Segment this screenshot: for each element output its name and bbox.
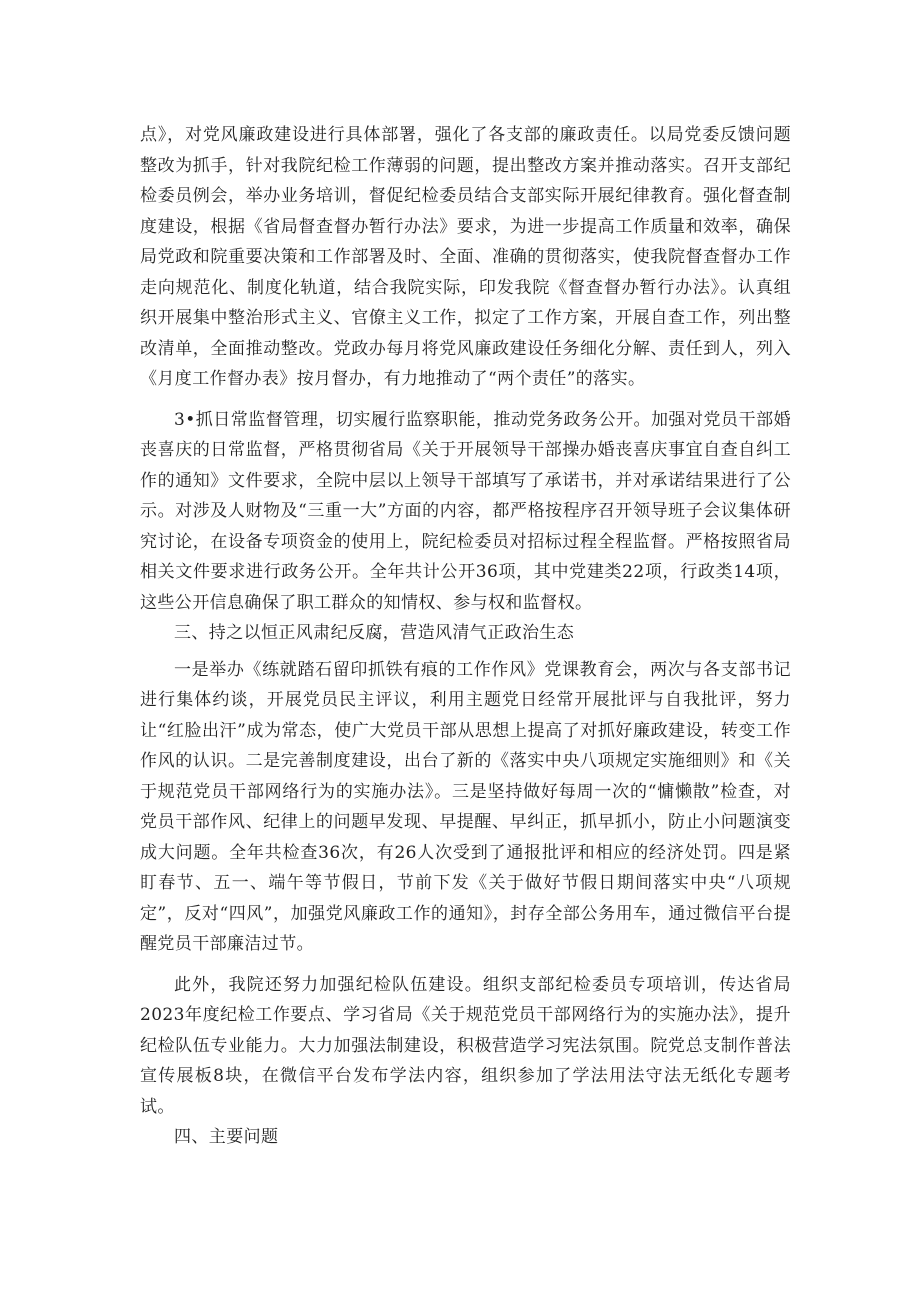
paragraph-daily-supervision: 3•抓日常监督管理，切实履行监察职能，推动党务政务公开。加强对党员干部婚丧喜庆的日常监督，严格贯彻省局《关于开展领导干部操办婚丧喜庆事宜自查自纠工作的通知》文件要求，全院中层以上领导干部填写了承诺书，并对承诺结果进行了公示。对涉及人财物及“三重一大”方面的内容，都严格按程序召开领导班子会议集体研究讨论，在设备专项资金的使用上，院纪检委员对招标过程全程监督。严格按照省局相关文件要求进行政务公开。全年共计公开36项，其中党建类22项，行政类14项，这些公开信息确保了职工群众的知情权、参与权和监督权。 — [140, 409, 791, 613]
document-body — [140, 120, 791, 1153]
paragraph-oversight-system: 点》，对党风廉政建设进行具体部署，强化了各支部的廉政责任。以局党委反馈问题整改为抓手，针对我院纪检工作薄弱的问题，提出整改方案并推动落实。召开支部纪检委员例会，举办业务培训，督促纪检委员结合支部实际开展纪律教育。强化督查制度建设，根据《省局督查督办暂行办法》要求，为进一步提高工作质量和效率，确保局党政和院重要决策和工作部署及时、全面、准确的贯彻落实，使我院督查督办工作走向规范化、制度化轨道，结合我院实际，印发我院《督查督办暂行办法》。认真组织开展集中整治形式主义、官僚主义工作，拟定了工作方案，开展自查工作，列出整改清单，全面推动整改。党政办每月将党风廉政建设任务细化分解、责任到人，列入《月度工作督办表》按月督办，有力地推动了“两个责任”的落实。 — [140, 125, 791, 389]
paragraph-discipline-measures: 一是举办《练就踏石留印抓铁有痕的工作作风》党课教育会，两次与各支部书记进行集体约谈，开展党员民主评议，利用主题党日经常开展批评与自我批评，努力让“红脸出汗”成为常态，使广大党员干部从思想上提高了对抓好廉政建设，转变工作作风的认识。二是完善制度建设，出台了新的《落实中央八项规定实施细则》和《关于规范党员干部网络行为的实施办法》。三是坚持做好每周一次的“慵懒散”检查，对党员干部作风、纪律上的问题早发现、早提醒、早纠正，抓早抓小，防止小问题演变成大问题。全年共检查36次，有26人次受到了通报批评和相应的经济处罚。四是紧盯春节、五一、端午等节假日，节前下发《关于做好节假日期间落实中央“八项规定”，反对“四风”，加强党风廉政工作的通知》，封存全部公务用车，通过微信平台提醒党员干部廉洁过节。 — [140, 659, 791, 954]
paragraph-team-building: 此外，我院还努力加强纪检队伍建设。组织支部纪检委员专项培训，传达省局2023年度纪检工作要点、学习省局《关于规范党员干部网络行为的实施办法》，提升纪检队伍专业能力。大力加强法制建设，积极营造学习宪法氛围。院党总支制作普法宣传展板8块，在微信平台发布学法内容，组织参加了学法用法守法无纸化专题考试。 — [140, 974, 791, 1117]
section-heading-4: 四、主要问题 — [174, 1127, 279, 1147]
section-heading-3: 三、持之以恒正风肃纪反腐，营造风清气正政治生态 — [174, 623, 575, 643]
